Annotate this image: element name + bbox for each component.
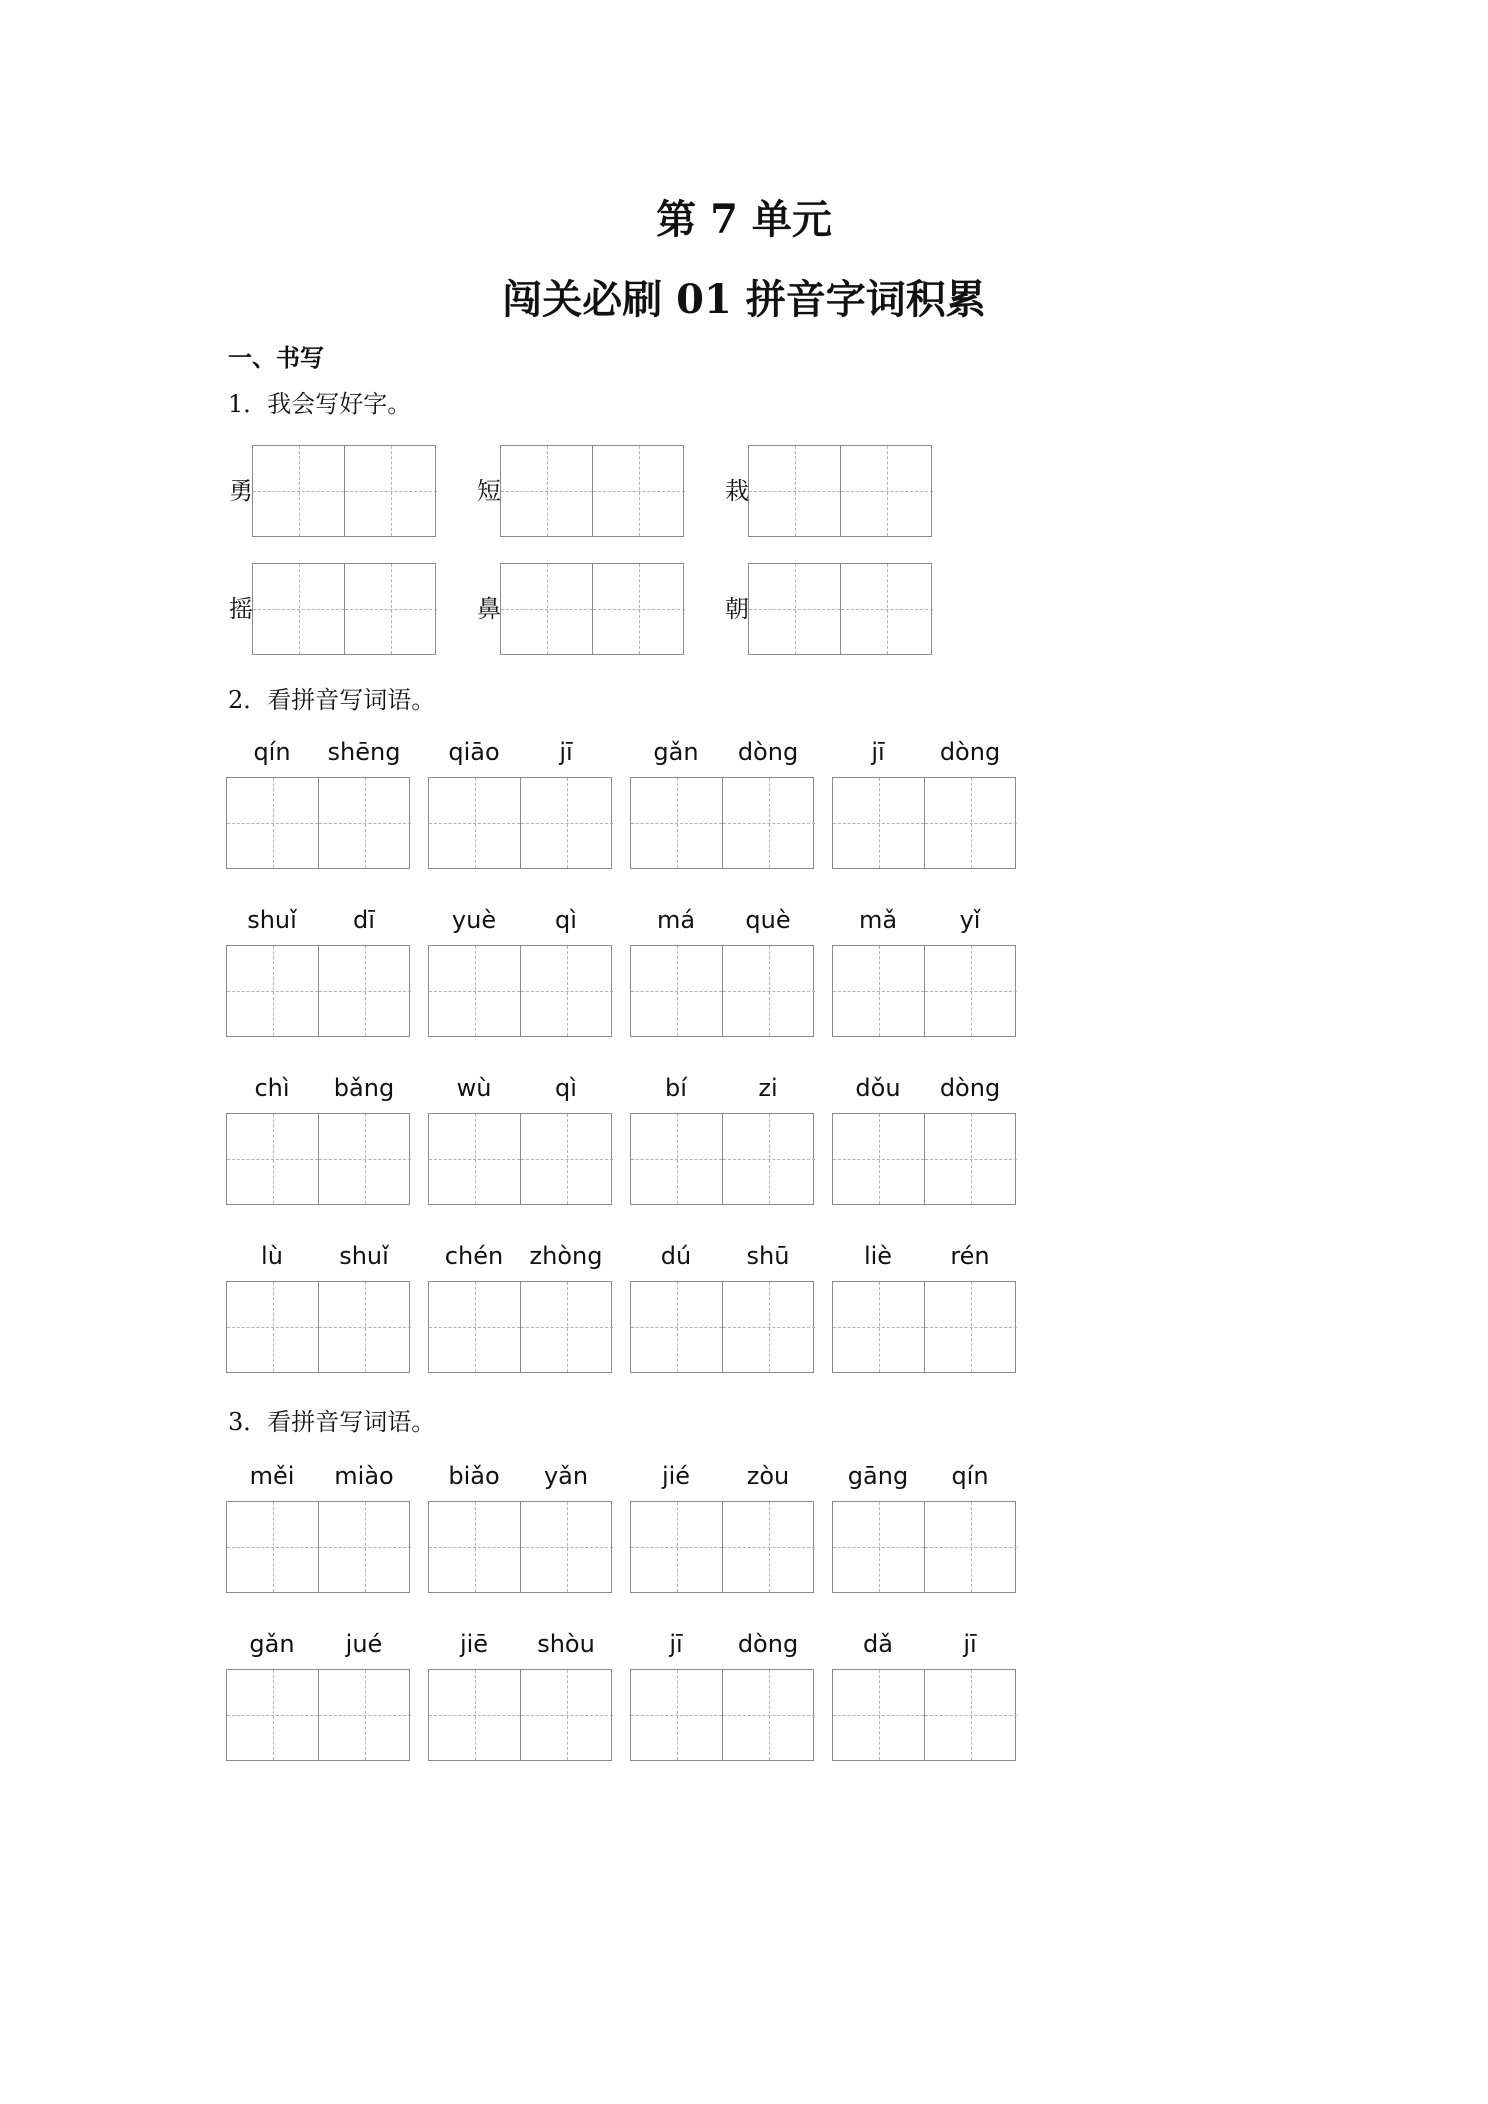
tianzi-cell[interactable] xyxy=(227,1114,319,1204)
pinyin-label: yǐ xyxy=(959,906,981,934)
pinyin-label: má xyxy=(656,906,696,934)
tianzi-cell[interactable] xyxy=(723,778,815,868)
tianzi-cell[interactable] xyxy=(521,778,613,868)
practice-character: 鼻 xyxy=(477,595,501,623)
pinyin-label: shòu xyxy=(537,1630,595,1658)
tianzi-cell[interactable] xyxy=(501,564,593,654)
pinyin-label: chì xyxy=(254,1074,290,1102)
pinyin-label: jiē xyxy=(459,1630,489,1658)
practice-character: 勇 xyxy=(229,477,253,505)
tianzi-cell[interactable] xyxy=(833,946,925,1036)
writing-grid[interactable] xyxy=(630,1501,814,1593)
pinyin-label: gāng xyxy=(847,1462,909,1490)
pinyin-label: què xyxy=(745,906,791,934)
writing-grid[interactable] xyxy=(630,1281,814,1373)
tianzi-cell[interactable] xyxy=(631,778,723,868)
tianzi-cell[interactable] xyxy=(429,1282,521,1372)
writing-grid[interactable] xyxy=(832,945,1016,1037)
tianzi-cell[interactable] xyxy=(227,778,319,868)
tianzi-cell[interactable] xyxy=(227,1502,319,1592)
pinyin-label: bí xyxy=(665,1074,687,1102)
tianzi-cell[interactable] xyxy=(631,1114,723,1204)
writing-grid[interactable] xyxy=(500,445,684,537)
tianzi-cell[interactable] xyxy=(429,1502,521,1592)
pinyin-label: mǎ xyxy=(858,906,898,934)
pinyin-label: shuǐ xyxy=(339,1242,389,1270)
pinyin-label: jī xyxy=(963,1630,977,1658)
writing-grid[interactable] xyxy=(428,1281,612,1373)
writing-grid[interactable] xyxy=(748,445,932,537)
writing-grid[interactable] xyxy=(748,563,932,655)
pinyin-label: jué xyxy=(345,1630,383,1658)
tianzi-cell[interactable] xyxy=(631,1282,723,1372)
tianzi-cell[interactable] xyxy=(631,1670,723,1760)
tianzi-cell[interactable] xyxy=(253,564,345,654)
writing-grid[interactable] xyxy=(226,1281,410,1373)
pinyin-label: měi xyxy=(249,1462,295,1490)
tianzi-cell[interactable] xyxy=(833,1502,925,1592)
pinyin-label: qiāo xyxy=(448,738,500,766)
tianzi-cell[interactable] xyxy=(925,778,1017,868)
tianzi-cell[interactable] xyxy=(227,1670,319,1760)
tianzi-cell[interactable] xyxy=(429,1670,521,1760)
question-2-prompt: 2．看拼音写词语。 xyxy=(228,686,436,714)
writing-grid[interactable] xyxy=(226,1669,410,1761)
writing-grid[interactable] xyxy=(630,1113,814,1205)
tianzi-cell[interactable] xyxy=(319,1502,411,1592)
writing-grid[interactable] xyxy=(252,445,436,537)
writing-grid[interactable] xyxy=(832,1669,1016,1761)
pinyin-label: dǎ xyxy=(863,1630,893,1658)
unit-title: 第 7 单元 xyxy=(656,196,832,243)
pinyin-label: lù xyxy=(261,1242,283,1270)
pinyin-label: zi xyxy=(758,1074,778,1102)
writing-grid[interactable] xyxy=(226,945,410,1037)
pinyin-label: zòu xyxy=(746,1462,790,1490)
tianzi-cell[interactable] xyxy=(833,778,925,868)
pinyin-label: dòng xyxy=(939,1074,1001,1102)
tianzi-cell[interactable] xyxy=(521,1670,613,1760)
writing-grid[interactable] xyxy=(428,777,612,869)
pinyin-label: zhòng xyxy=(529,1242,603,1270)
tianzi-cell[interactable] xyxy=(925,1114,1017,1204)
writing-grid[interactable] xyxy=(226,777,410,869)
tianzi-cell[interactable] xyxy=(319,1670,411,1760)
tianzi-cell[interactable] xyxy=(227,1282,319,1372)
tianzi-cell[interactable] xyxy=(925,1670,1017,1760)
practice-character: 栽 xyxy=(725,477,749,505)
pinyin-label: biǎo xyxy=(448,1462,500,1490)
writing-grid[interactable] xyxy=(832,1113,1016,1205)
pinyin-label: dǒu xyxy=(855,1074,901,1102)
pinyin-label: miào xyxy=(334,1462,394,1490)
writing-grid[interactable] xyxy=(428,1669,612,1761)
tianzi-cell[interactable] xyxy=(521,946,613,1036)
writing-grid[interactable] xyxy=(630,777,814,869)
tianzi-cell[interactable] xyxy=(227,946,319,1036)
pinyin-label: qín xyxy=(253,738,291,766)
writing-grid[interactable] xyxy=(428,1113,612,1205)
section-heading: 一、书写 xyxy=(228,343,324,372)
pinyin-label: wù xyxy=(456,1074,492,1102)
question-1-prompt: 1．我会写好字。 xyxy=(228,390,412,418)
tianzi-cell[interactable] xyxy=(925,1282,1017,1372)
pinyin-label: dòng xyxy=(737,738,799,766)
writing-grid[interactable] xyxy=(226,1501,410,1593)
writing-grid[interactable] xyxy=(252,563,436,655)
pinyin-label: chén xyxy=(444,1242,504,1270)
pinyin-label: dòng xyxy=(939,738,1001,766)
tianzi-cell[interactable] xyxy=(593,564,685,654)
pinyin-label: qì xyxy=(555,1074,577,1102)
pinyin-label: qín xyxy=(951,1462,989,1490)
writing-grid[interactable] xyxy=(226,1113,410,1205)
page-title: 闯关必刷 01 拼音字词积累 xyxy=(502,276,986,323)
pinyin-label: dú xyxy=(660,1242,692,1270)
pinyin-label: liè xyxy=(863,1242,893,1270)
practice-character: 朝 xyxy=(725,595,749,623)
tianzi-cell[interactable] xyxy=(723,946,815,1036)
tianzi-cell[interactable] xyxy=(319,1114,411,1204)
tianzi-cell[interactable] xyxy=(521,1282,613,1372)
tianzi-cell[interactable] xyxy=(841,564,933,654)
tianzi-cell[interactable] xyxy=(723,1282,815,1372)
tianzi-cell[interactable] xyxy=(749,446,841,536)
tianzi-cell[interactable] xyxy=(429,778,521,868)
tianzi-cell[interactable] xyxy=(723,1502,815,1592)
tianzi-cell[interactable] xyxy=(521,1502,613,1592)
tianzi-cell[interactable] xyxy=(345,564,437,654)
tianzi-cell[interactable] xyxy=(429,946,521,1036)
tianzi-cell[interactable] xyxy=(631,1502,723,1592)
tianzi-cell[interactable] xyxy=(319,1282,411,1372)
pinyin-label: dī xyxy=(353,906,375,934)
tianzi-cell[interactable] xyxy=(723,1114,815,1204)
writing-grid[interactable] xyxy=(832,777,1016,869)
writing-grid[interactable] xyxy=(630,1669,814,1761)
tianzi-cell[interactable] xyxy=(841,446,933,536)
pinyin-label: gǎn xyxy=(653,738,699,766)
tianzi-cell[interactable] xyxy=(345,446,437,536)
practice-character: 短 xyxy=(477,477,501,505)
pinyin-label: bǎng xyxy=(333,1074,395,1102)
tianzi-cell[interactable] xyxy=(925,946,1017,1036)
tianzi-cell[interactable] xyxy=(501,446,593,536)
tianzi-cell[interactable] xyxy=(319,946,411,1036)
pinyin-label: shēng xyxy=(327,738,401,766)
pinyin-label: qì xyxy=(555,906,577,934)
tianzi-cell[interactable] xyxy=(319,778,411,868)
tianzi-cell[interactable] xyxy=(925,1502,1017,1592)
pinyin-label: yuè xyxy=(451,906,497,934)
writing-grid[interactable] xyxy=(428,945,612,1037)
question-3-prompt: 3．看拼音写词语。 xyxy=(228,1408,436,1436)
pinyin-label: jié xyxy=(661,1462,691,1490)
pinyin-label: yǎn xyxy=(543,1462,589,1490)
tianzi-cell[interactable] xyxy=(593,446,685,536)
tianzi-cell[interactable] xyxy=(723,1670,815,1760)
writing-grid[interactable] xyxy=(428,1501,612,1593)
tianzi-cell[interactable] xyxy=(253,446,345,536)
pinyin-label: jī xyxy=(559,738,573,766)
tianzi-cell[interactable] xyxy=(631,946,723,1036)
writing-grid[interactable] xyxy=(630,945,814,1037)
tianzi-cell[interactable] xyxy=(521,1114,613,1204)
practice-character: 摇 xyxy=(229,595,253,623)
pinyin-label: jī xyxy=(871,738,885,766)
writing-grid[interactable] xyxy=(500,563,684,655)
writing-grid[interactable] xyxy=(832,1501,1016,1593)
pinyin-label: shū xyxy=(746,1242,790,1270)
tianzi-cell[interactable] xyxy=(833,1282,925,1372)
pinyin-label: shuǐ xyxy=(247,906,297,934)
tianzi-cell[interactable] xyxy=(833,1114,925,1204)
pinyin-label: jī xyxy=(669,1630,683,1658)
pinyin-label: rén xyxy=(950,1242,990,1270)
writing-grid[interactable] xyxy=(832,1281,1016,1373)
pinyin-label: gǎn xyxy=(249,1630,295,1658)
tianzi-cell[interactable] xyxy=(429,1114,521,1204)
pinyin-label: dòng xyxy=(737,1630,799,1658)
tianzi-cell[interactable] xyxy=(833,1670,925,1760)
tianzi-cell[interactable] xyxy=(749,564,841,654)
